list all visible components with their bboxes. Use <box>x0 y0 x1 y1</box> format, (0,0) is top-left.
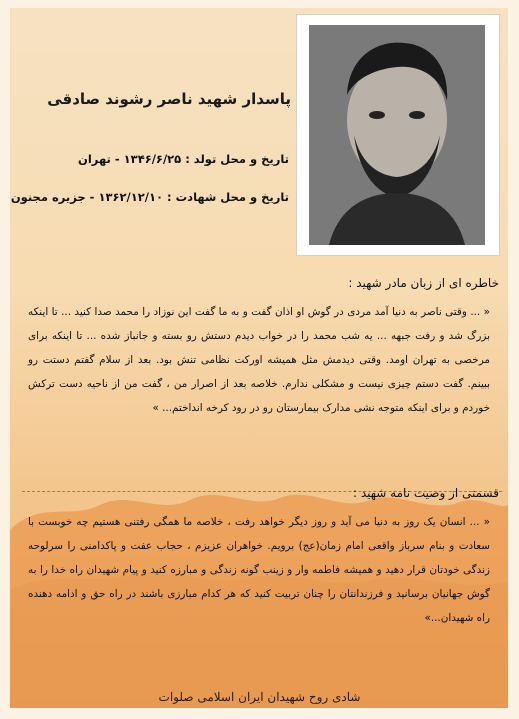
martyrdom-info: تاریخ و محل شهادت : ۱۳۶۲/۱۲/۱۰ - جزیره مجنون <box>10 190 289 204</box>
memory-heading: خاطره ای از زبان مادر شهید : <box>348 276 499 290</box>
memory-text: « ... وقتی ناصر به دنیا آمد مردی در گوش او اذان گفت و به ما گفت این نوزاد را محمد صدا کنید ... تا اینکه بزرگ شد و رفت جبهه ... یه شب محمد را در خواب دیدم دستش رو بسته و جانباز شده ... تا اینکه برای مرخصی به تهران اومد. وقتی دیدمش مثل همیشه اورکت نظامی تنش بود. بعد از سلام گفتم دستت رو ببینم. گفت دستم چیزی نیست و مشکلی ندارم. خلاصه بعد از اصرار من ، گفت من از ناحیه دست ترکش خوردم و برای اینکه متوجه نشی مدارک بیمارستان رو در رود کرخه انداختم... » <box>28 306 490 414</box>
will-text: « ... انسان یک روز به دنیا می آید و روز دیگر خواهد رفت ، خلاصه ما همگی رفتنی هستیم چه خوبست با سعادت و بنام سرباز واقعی امام زمان(عج) برویم. خواهران عزیزم ، حجاب عفت و پاکدامنی را سرلوحه زندگی خودتان قرار دهید و همیشه فاطمه وار و زینب گونه زندگی و مبارزه کنید و پیام شهیدان راه خدا را به گوش جهانیان برسانید و فرزندانتان را چنان تربیت کنید که هر کدام مبارزی باشند در راه حق و ادامه دهنده راه شهیدان...» <box>28 516 490 624</box>
martyr-portrait <box>296 14 500 256</box>
portrait-image <box>309 25 485 245</box>
martyr-name: پاسدار شهید ناصر رشوند صادقی <box>47 90 291 108</box>
will-heading: قسمتی از وصیت نامه شهید : <box>353 486 499 500</box>
footer-dedication: شادی روح شهیدان ایران اسلامی صلوات <box>158 690 361 704</box>
birth-info: تاریخ و محل تولد : ۱۳۴۶/۶/۲۵ - تهران <box>78 152 289 166</box>
